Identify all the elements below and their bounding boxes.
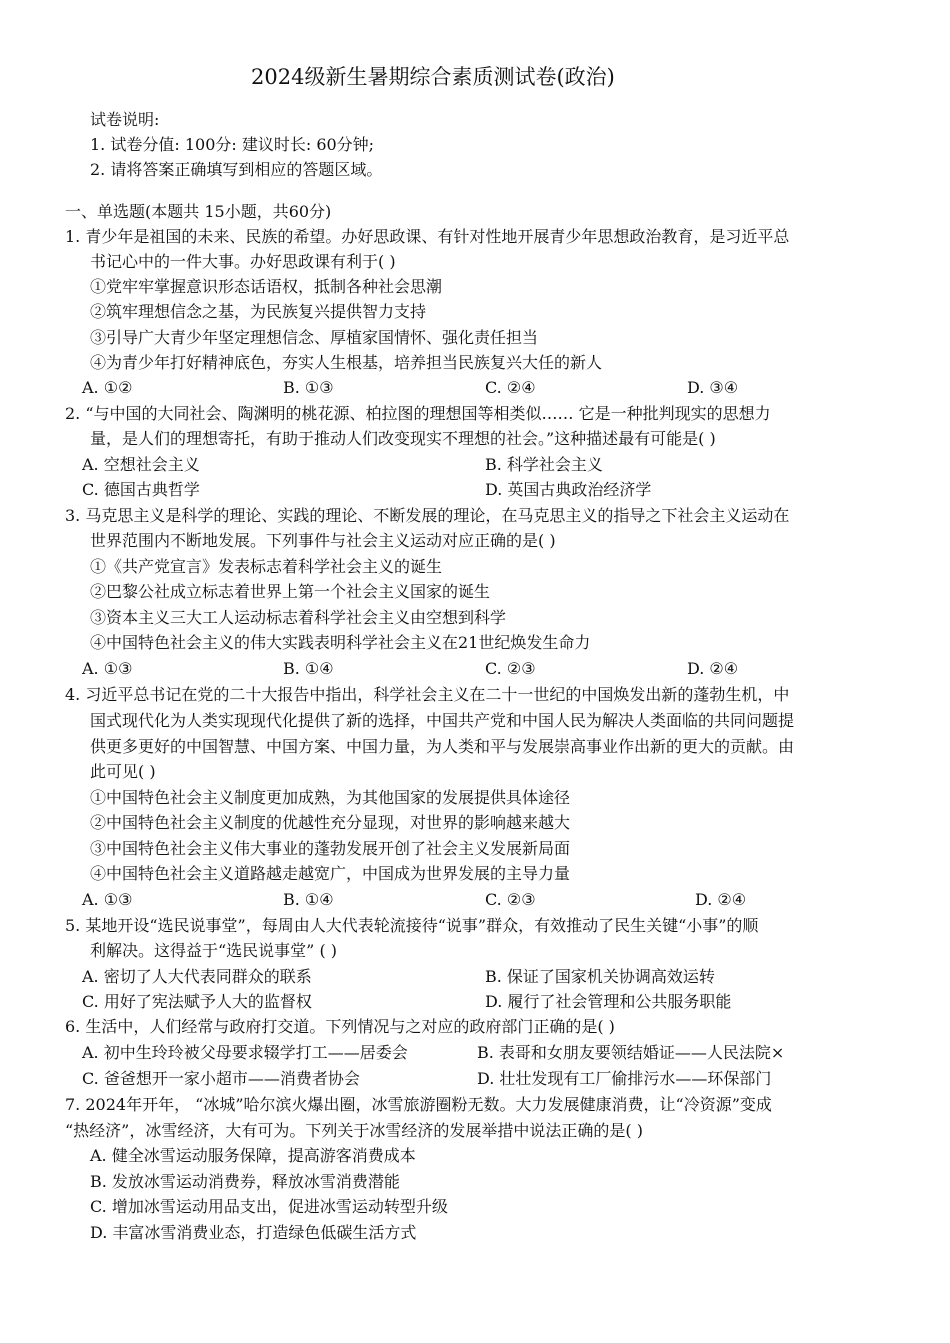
notes-heading: 试卷说明: [90, 110, 160, 129]
question-1-item: ①党牢牢掌握意识形态话语权，抵制各种社会思潮 [90, 277, 443, 296]
question-7-stem: 7. 2024年开年， “冰城”哈尔滨火爆出圈，冰雪旅游圈粉无数。大力发展健康消费，让“冷资源”变成 [65, 1095, 772, 1114]
question-3-item: ④中国特色社会主义的伟大实践表明科学社会主义在21世纪焕发生命力 [90, 633, 591, 652]
question-3-option-b: B. ①④ [283, 659, 334, 678]
question-7-option-c: C. 增加冰雪运动用品支出，促进冰雪运动转型升级 [90, 1197, 448, 1216]
question-4-stem: 4. 习近平总书记在党的二十大报告中指出，科学社会主义在二十一世纪的中国焕发出新的蓬勃生机，中 [65, 685, 790, 704]
question-6-stem: 6. 生活中，人们经常与政府打交道。下列情况与之对应的政府部门正确的是( ) [65, 1017, 615, 1036]
question-6-option-d: D. 壮壮发现有工厂偷排污水——环保部门 [477, 1069, 772, 1088]
question-4-item: ①中国特色社会主义制度更加成熟，为其他国家的发展提供具体途径 [90, 788, 571, 807]
question-2-option-a: A. 空想社会主义 [82, 455, 200, 474]
question-2-option-b: B. 科学社会主义 [485, 455, 603, 474]
question-7-stem: “热经济”，冰雪经济，大有可为。下列关于冰雪经济的发展举措中说法正确的是( ) [65, 1121, 643, 1140]
question-1-option-c: C. ②④ [485, 378, 536, 397]
question-4-item: ③中国特色社会主义伟大事业的蓬勃发展开创了社会主义发展新局面 [90, 839, 571, 858]
question-5-stem: 利解决。这得益于“选民说事堂” ( ) [90, 941, 338, 960]
question-1-stem: 1. 青少年是祖国的未来、民族的希望。办好思政课、有针对性地开展青少年思想政治教育，是习近平总 [65, 227, 790, 246]
question-1-option-b: B. ①③ [283, 378, 334, 397]
question-4-option-c: C. ②③ [485, 890, 536, 909]
question-1-stem: 书记心中的一件大事。办好思政课有利于( ) [90, 252, 396, 271]
question-6-option-c: C. 爸爸想开一家小超市——消费者协会 [82, 1069, 360, 1088]
question-4-stem: 供更多更好的中国智慧、中国方案、中国力量，为人类和平与发展崇高事业作出新的更大的贡献。由 [90, 737, 795, 756]
question-3-option-d: D. ②④ [687, 659, 739, 678]
question-7-option-a: A. 健全冰雪运动服务保障，提高游客消费成本 [90, 1146, 416, 1165]
question-3-stem: 世界范围内不断地发展。下列事件与社会主义运动对应正确的是( ) [90, 531, 556, 550]
question-3-item: ①《共产党宣言》发表标志着科学社会主义的诞生 [90, 557, 443, 576]
question-1-item: ④为青少年打好精神底色，夯实人生根基，培养担当民族复兴大任的新人 [90, 353, 603, 372]
question-3-item: ②巴黎公社成立标志着世界上第一个社会主义国家的诞生 [90, 582, 491, 601]
question-3-option-c: C. ②③ [485, 659, 536, 678]
question-4-option-d: D. ②④ [695, 890, 747, 909]
question-4-option-b: B. ①④ [283, 890, 334, 909]
question-5-stem: 5. 某地开设“选民说事堂”，每周由人大代表轮流接待“说事”群众，有效推动了民生关键“小事”的顺 [65, 916, 759, 935]
question-2-stem: 2. “与中国的大同社会、陶渊明的桃花源、柏拉图的理想国等相类似…… 它是一种批判现实的思想力 [65, 404, 771, 423]
question-6-option-b: B. 表哥和女朋友要领结婚证——人民法院× [477, 1043, 785, 1062]
question-1-item: ③引导广大青少年坚定理想信念、厚植家国情怀、强化责任担当 [90, 328, 539, 347]
question-1-item: ②筑牢理想信念之基，为民族复兴提供智力支持 [90, 302, 427, 321]
question-7-option-d: D. 丰富冰雪消费业态，打造绿色低碳生活方式 [90, 1223, 417, 1242]
question-2-option-d: D. 英国古典政治经济学 [485, 480, 652, 499]
question-4-item: ②中国特色社会主义制度的优越性充分显现，对世界的影响越来越大 [90, 813, 571, 832]
question-3-item: ③资本主义三大工人运动标志着科学社会主义由空想到科学 [90, 608, 507, 627]
question-4-item: ④中国特色社会主义道路越走越宽广，中国成为世界发展的主导力量 [90, 864, 571, 883]
question-4-option-a: A. ①③ [82, 890, 133, 909]
question-7-option-b: B. 发放冰雪运动消费券，释放冰雪消费潜能 [90, 1172, 400, 1191]
question-2-stem: 量，是人们的理想寄托，有助于推动人们改变现实不理想的社会。”这种描述最有可能是( ) [90, 429, 716, 448]
notes-item: 1. 试卷分值: 100分: 建议时长: 60分钟; [90, 135, 375, 154]
section-heading: 一、单选题(本题共 15小题，共60分) [65, 202, 332, 221]
question-1-option-a: A. ①② [82, 378, 133, 397]
question-5-option-a: A. 密切了人大代表同群众的联系 [82, 967, 312, 986]
question-5-option-c: C. 用好了宪法赋予人大的监督权 [82, 992, 312, 1011]
question-3-stem: 3. 马克思主义是科学的理论、实践的理论、不断发展的理论，在马克思主义的指导之下社会主义运动在 [65, 506, 790, 525]
question-2-option-c: C. 德国古典哲学 [82, 480, 200, 499]
question-5-option-b: B. 保证了国家机关协调高效运转 [485, 967, 715, 986]
page-title: 2024级新生暑期综合素质测试卷(政治) [251, 65, 615, 89]
question-6-option-a: A. 初中生玲玲被父母要求辍学打工——居委会 [82, 1043, 408, 1062]
question-3-option-a: A. ①③ [82, 659, 133, 678]
notes-item: 2. 请将答案正确填写到相应的答题区域。 [90, 160, 383, 179]
question-4-stem: 此可见( ) [90, 762, 156, 781]
question-4-stem: 国式现代化为人类实现现代化提供了新的选择，中国共产党和中国人民为解决人类面临的共同问题提 [90, 711, 795, 730]
question-1-option-d: D. ③④ [687, 378, 739, 397]
question-5-option-d: D. 履行了社会管理和公共服务职能 [485, 992, 732, 1011]
